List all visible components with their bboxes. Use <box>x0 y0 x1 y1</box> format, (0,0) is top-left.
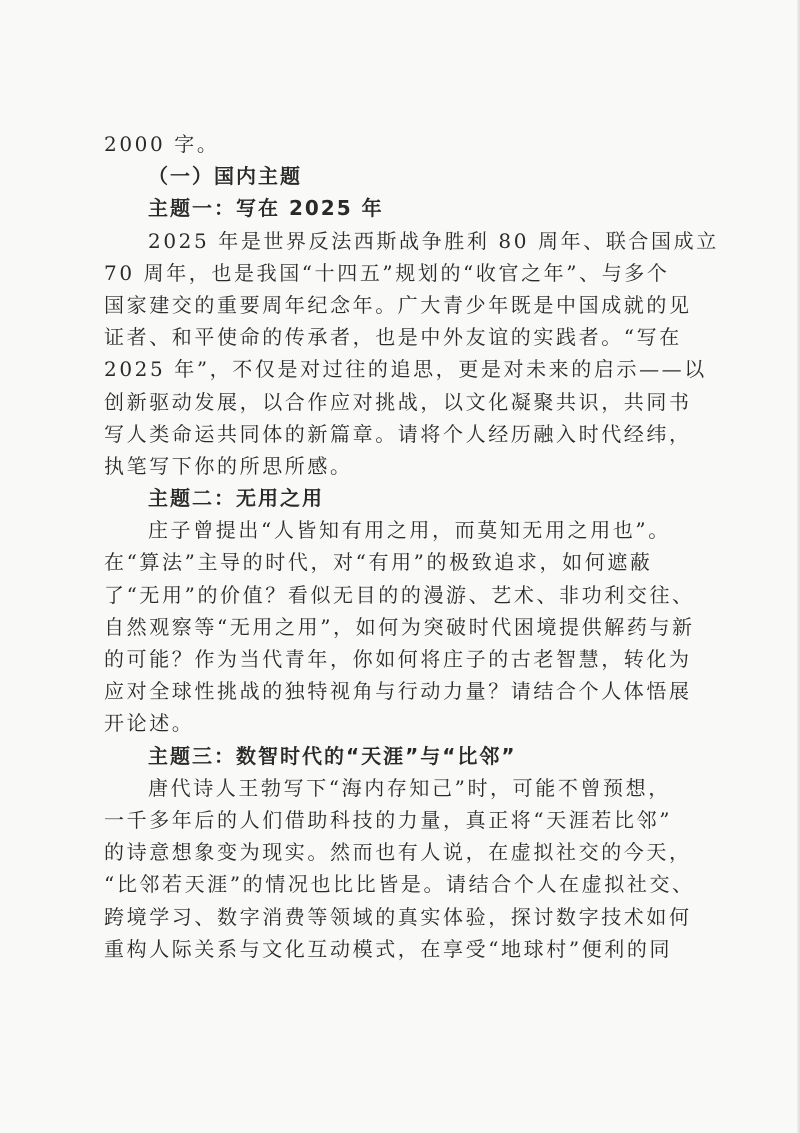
text-line: 写人类命运共同体的新篇章。请将个人经历融入时代经纬， <box>104 421 692 446</box>
text-line: 应对全球性挑战的独特视角与行动力量？请结合个人体悟展 <box>104 679 692 704</box>
text-line: 70 周年，也是我国“十四五”规划的“收官之年”、与多个 <box>104 260 670 285</box>
section-heading: 主题三：数智时代的“天涯”与“比邻” <box>148 743 517 768</box>
text-line: 国家建交的重要周年纪念年。广大青少年既是中国成就的见 <box>104 292 692 317</box>
section-heading: 主题一：写在 2025 年 <box>148 196 384 221</box>
text-line: 了“无用”的价值？看似无目的的漫游、艺术、非功利交往、 <box>104 582 695 607</box>
text-line: 在“算法”主导的时代，对“有用”的极致追求，如何遮蔽 <box>104 550 653 575</box>
text-line: 创新驱动发展，以合作应对挑战，以文化凝聚共识，共同书 <box>104 389 692 414</box>
text-line: 开论述。 <box>104 711 195 736</box>
text-line: 唐代诗人王勃写下“海内存知己”时，可能不曾预想， <box>148 775 671 800</box>
text-line: 自然观察等“无用之用”，如何为突破时代困境提供解药与新 <box>104 614 695 639</box>
text-line: 一千多年后的人们借助科技的力量，真正将“天涯若比邻” <box>104 807 673 832</box>
text-line: 的可能？作为当代青年，你如何将庄子的古老智慧，转化为 <box>104 647 692 671</box>
section-heading: （一）国内主题 <box>148 164 302 189</box>
text-line: 证者、和平使命的传承者，也是中外友谊的实践者。“写在 <box>104 325 682 350</box>
text-line: 重构人际关系与文化互动模式，在享受“地球村”便利的同 <box>104 936 673 961</box>
document-body <box>104 128 719 965</box>
text-line: “比邻若天涯”的情况也比比皆是。请结合个人在虚拟社交、 <box>104 872 695 897</box>
section-heading: 主题二：无用之用 <box>148 486 324 511</box>
text-line: 跨境学习、数字消费等领域的真实体验，探讨数字技术如何 <box>104 904 692 929</box>
text-line: 2000 字。 <box>104 132 220 156</box>
text-line: 庄子曾提出“人皆知有用之用，而莫知无用之用也”。 <box>148 518 671 543</box>
text-line: 2025 年”，不仅是对过往的追思，更是对未来的启示——以 <box>104 357 707 382</box>
text-line: 的诗意想象变为现实。然而也有人说，在虚拟社交的今天， <box>104 840 692 865</box>
text-line: 执笔写下你的所思所感。 <box>104 453 353 478</box>
text-line: 2025 年是世界反法西斯战争胜利 80 周年、联合国成立 <box>148 228 719 253</box>
